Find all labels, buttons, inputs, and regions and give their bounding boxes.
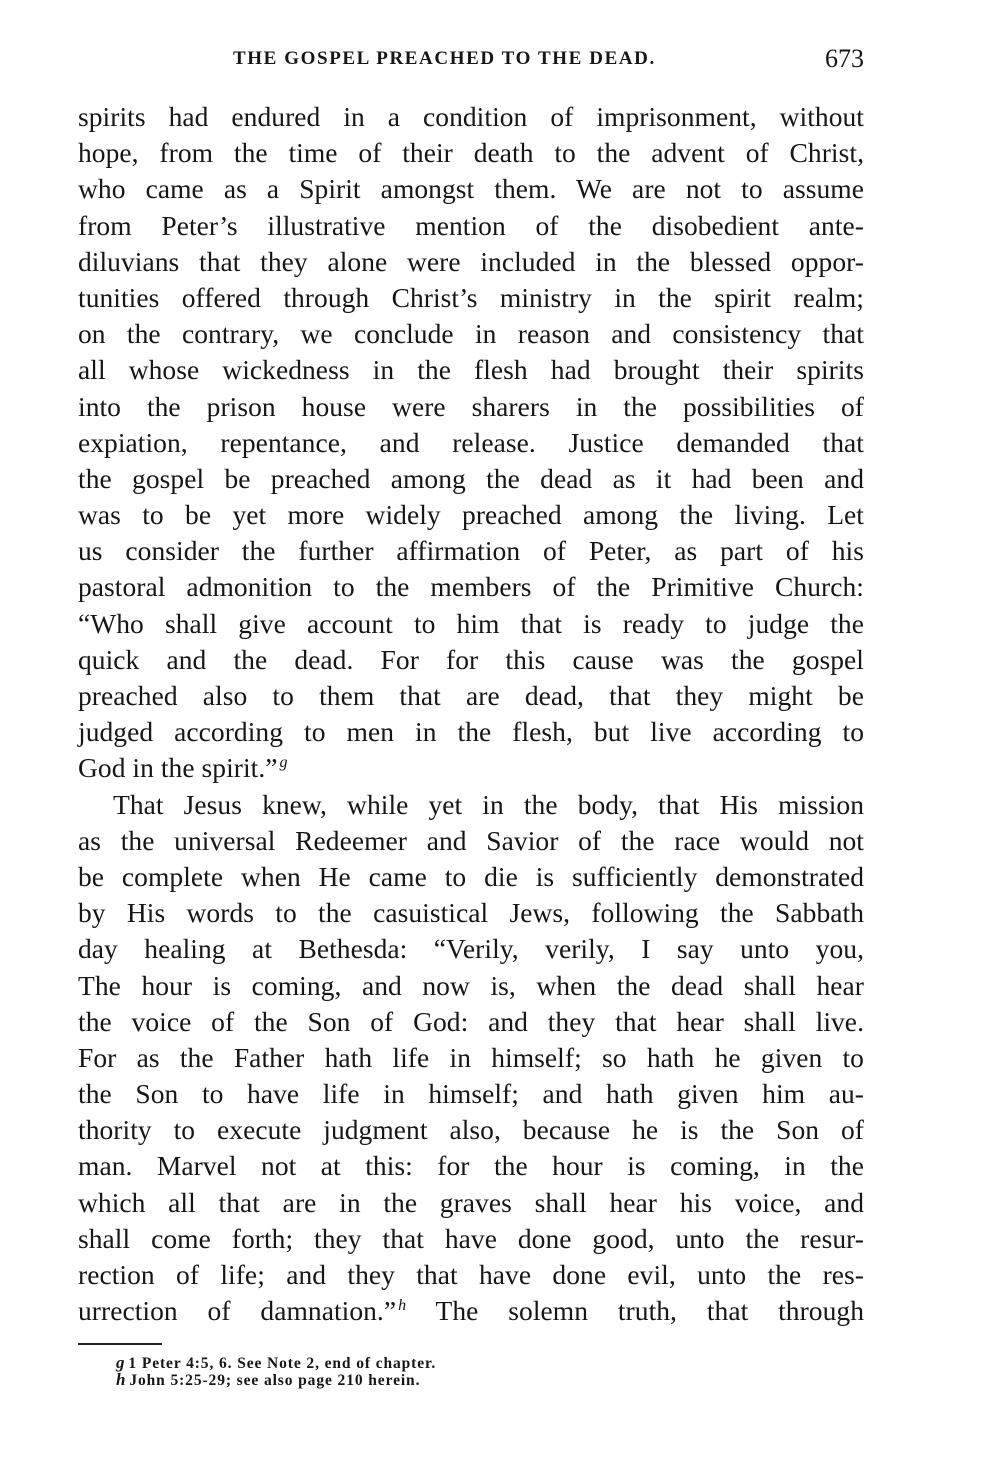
text-line: us consider the further affirmation of Peter, as part of his (78, 535, 864, 567)
footnote (116, 1355, 816, 1372)
text-line: thority to execute judgment also, because he is the Son of (78, 1114, 864, 1146)
text-fragment: The solemn truth, that through (406, 1295, 865, 1327)
footnote (116, 1372, 816, 1389)
footnote-text: 1 Peter 4:5, 6. See Note 2, end of chapter. (128, 1355, 437, 1372)
paragraph (78, 99, 864, 787)
text-line: from Peter’s illustrative mention of the disobedient ante- (78, 209, 864, 241)
running-title: THE GOSPEL PREACHED TO THE DEAD. (233, 48, 656, 69)
text-line: the Son to have life in himself; and hath given him au- (78, 1078, 864, 1110)
text-line (78, 750, 864, 786)
text-line: day healing at Bethesda: “Verily, verily, I say unto you, (78, 933, 864, 965)
text-fragment: God in the spirit.” (78, 752, 278, 784)
page-number: 673 (825, 44, 864, 73)
text-line: tunities offered through Christ’s ministry in the spirit realm; (78, 281, 864, 313)
text-line: who came as a Spirit amongst them. We are not to assume (78, 173, 864, 205)
text-line: That Jesus knew, while yet in the body, that His mission (113, 788, 864, 820)
text-line: rection of life; and they that have done evil, unto the res- (78, 1259, 864, 1290)
text-line: preached also to them that are dead, that they might be (78, 680, 864, 711)
footnote-reference: g (279, 754, 288, 772)
paragraph (78, 787, 864, 1330)
text-line: shall come forth; they that have done good, unto the resur- (78, 1222, 864, 1254)
text-line: the gospel be preached among the dead as it had been and (78, 462, 864, 494)
text-fragment: urrection of damnation.” (78, 1295, 397, 1327)
text-line: by His words to the casuistical Jews, following the Sabbath (78, 897, 864, 929)
text-line: man. Marvel not at this: for the hour is coming, in the (78, 1150, 864, 1182)
text-line: “Who shall give account to him that is ready to judge the (78, 607, 864, 639)
text-line: hope, from the time of their death to the advent of Christ, (78, 137, 864, 169)
text-line: spirits had endured in a condition of imprisonment, without (78, 101, 864, 132)
text-line: pastoral admonition to the members of the Primitive Church: (78, 571, 864, 603)
text-line: was to be yet more widely preached among the living. Let (78, 499, 864, 531)
text-line: all whose wickedness in the flesh had brought their spirits (78, 354, 864, 386)
text-line: which all that are in the graves shall hear his voice, and (78, 1186, 864, 1218)
footnote-mark: g (116, 1353, 126, 1372)
text-line: quick and the dead. For for this cause was the gospel (78, 643, 864, 675)
text-line: For as the Father hath life in himself; so hath he given to (78, 1041, 864, 1073)
body-text (78, 99, 864, 1329)
running-head (78, 44, 864, 74)
text-line: on the contrary, we conclude in reason and consistency that (78, 318, 864, 350)
footnotes (116, 1355, 816, 1389)
text-line: expiation, repentance, and release. Justice demanded that (78, 426, 864, 458)
text-line: judged according to men in the flesh, but live according to (78, 716, 864, 748)
text-line: as the universal Redeemer and Savior of the race would not (78, 824, 864, 856)
footnote-mark: h (116, 1370, 127, 1389)
text-line: into the prison house were sharers in the possibilities of (78, 390, 864, 422)
text-line: the voice of the Son of God: and they that hear shall live. (78, 1005, 864, 1037)
text-line (78, 1293, 864, 1329)
footnote-reference: h (398, 1297, 407, 1315)
text-line: diluvians that they alone were included in the blessed oppor- (78, 245, 864, 277)
text-line: be complete when He came to die is sufficiently demonstrated (78, 860, 864, 892)
footnote-rule (78, 1343, 162, 1345)
text-line: The hour is coming, and now is, when the dead shall hear (78, 969, 864, 1001)
footnote-text: John 5:25-29; see also page 210 herein. (129, 1372, 421, 1389)
